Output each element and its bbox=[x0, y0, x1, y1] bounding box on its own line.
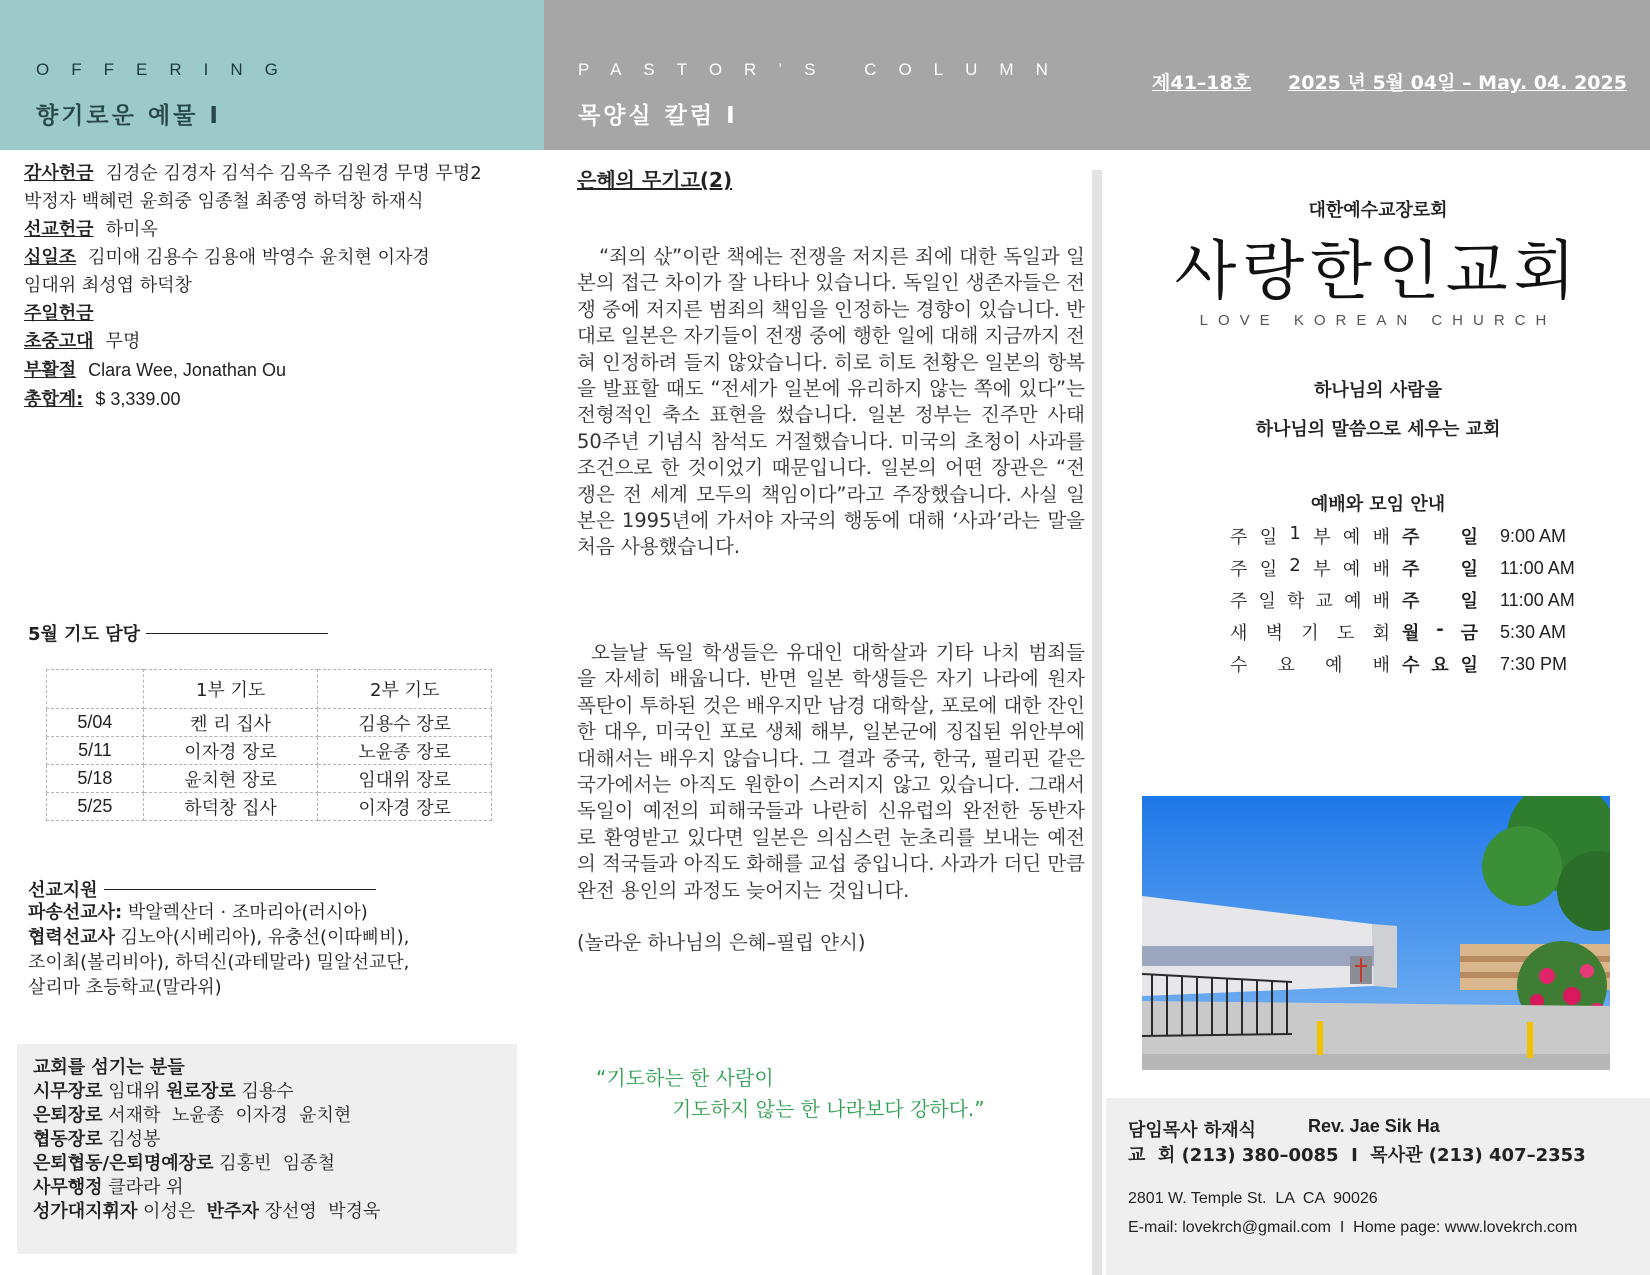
offering-total-value: $ 3,339.00 bbox=[95, 389, 181, 409]
offering-line bbox=[24, 300, 482, 328]
offering-label: 부활절 bbox=[24, 360, 77, 381]
title-rule bbox=[146, 633, 328, 634]
service-name: 주 일 2 부 예 배 bbox=[1230, 555, 1390, 580]
offering-label: 주일헌금 bbox=[24, 303, 94, 324]
prayer-table bbox=[46, 669, 492, 821]
table-row bbox=[47, 709, 492, 737]
offering-names: 김경순 김경자 김석수 김옥주 김원경 무명 무명2 bbox=[105, 163, 482, 184]
pastor-name-en: Rev. Jae Sik Ha bbox=[1308, 1116, 1440, 1136]
date-cell: 5/25 bbox=[47, 793, 144, 821]
church-photo-illustration bbox=[1142, 796, 1610, 1070]
service-row bbox=[1230, 648, 1575, 680]
staff-role: 은퇴장로 bbox=[33, 1105, 103, 1126]
offering-label: 감사헌금 bbox=[24, 163, 94, 184]
staff-names: 서재학 노윤종 이자경 윤치현 bbox=[102, 1105, 352, 1126]
services-list bbox=[1230, 520, 1575, 680]
service-row bbox=[1230, 520, 1575, 552]
staff-names: 임대위 bbox=[102, 1081, 167, 1102]
offering-names: Clara Wee, Jonathan Ou bbox=[88, 360, 286, 380]
staff-line bbox=[33, 1104, 380, 1128]
table-row bbox=[47, 737, 492, 765]
mission-title bbox=[28, 876, 376, 902]
offering-names: 임대위 최성엽 하덕창 bbox=[24, 275, 192, 296]
offering-title-ko: 향기로운 예물 I bbox=[36, 103, 221, 129]
staff-role: 성가대지휘자 bbox=[33, 1201, 138, 1222]
second-service-cell: 김용수 장로 bbox=[318, 709, 492, 737]
service-name: 수 요 예 배 bbox=[1230, 655, 1390, 676]
offering-total-line bbox=[24, 385, 482, 414]
service-row bbox=[1230, 616, 1575, 648]
service-day: 주 일 bbox=[1402, 527, 1478, 548]
staff-role: 협동장로 bbox=[33, 1129, 103, 1150]
staff-role: 은퇴협동/은퇴명예장로 bbox=[33, 1153, 214, 1174]
offering-title-en: OFFERING bbox=[36, 60, 300, 79]
second-service-cell: 임대위 장로 bbox=[318, 765, 492, 793]
email-and-homepage: E-mail: lovekrch@gmail.com I Home page: www.lovekrch.com bbox=[1128, 1219, 1578, 1236]
offering-names: 김미애 김용수 김용애 박영수 윤치현 이자경 bbox=[88, 247, 430, 268]
service-name: 주 일 1 부 예 배 bbox=[1230, 523, 1390, 548]
prayer-table-header bbox=[47, 670, 492, 709]
date-cell: 5/04 bbox=[47, 709, 144, 737]
offering-line bbox=[24, 356, 482, 385]
staff-line bbox=[33, 1200, 380, 1224]
offering-line bbox=[24, 244, 482, 272]
staff-names: 김성봉 bbox=[102, 1129, 161, 1150]
denomination: 대한예수교장로회 bbox=[1308, 200, 1448, 221]
column-paragraph-1: “죄의 삯”이란 책에는 전쟁을 저지른 죄에 대한 독일과 일본의 접근 차이가 잘 나타나 있습니다. 독일인 생존자들은 전쟁 중에 저지른 범죄의 책임을 인정하는 경향이 있습니다. 반대로 일본은 자기들이 전쟁 중에 행한 일에 대해 지금까지 전혀 인정하려 들지 않았습니다. 히로 히토 천황은 일본의 항복을 발표할 때도 “전세가 일본에 유리하지 않는 쪽에 있다”는 전형적인 축소 표현을 썼습니다. 일본 정부는 진주만 사태 50주년 기념식 참석도 거절했습니다. 미국의 초청이 사과를 조건으로 한 것이었기 때문입니다. 일본의 어떤 장관은 “전쟁은 전 세계 모두의 책임이다”라고 주장했습니다. 사실 일본은 1995년에 가서야 자국의 행동에 대해 ‘사과’라는 말을 처음 사용했습니다. bbox=[577, 245, 1085, 559]
motto-line-1: 하나님의 사람을 bbox=[1314, 380, 1442, 401]
offering-line bbox=[24, 328, 482, 356]
mission-label: 파송선교사: bbox=[28, 902, 123, 923]
prayer-title-text: 5월 기도 담당 bbox=[28, 624, 140, 645]
staff-names: 김홍빈 임종철 bbox=[213, 1153, 335, 1174]
first-service-cell: 윤치현 장로 bbox=[143, 765, 318, 793]
mission-text: 김노아(시베리아), 유충선(이따삐비), bbox=[114, 927, 410, 948]
staff-names: 김용수 bbox=[235, 1081, 294, 1102]
staff-names: 클라라 위 bbox=[102, 1177, 184, 1198]
second-service-cell: 노윤종 장로 bbox=[318, 737, 492, 765]
offering-total-label: 총합계: bbox=[24, 389, 84, 410]
church-address: 2801 W. Temple St. LA CA 90026 bbox=[1128, 1190, 1378, 1207]
offering-label: 십일조 bbox=[24, 247, 77, 268]
staff-names: 이성은 bbox=[137, 1201, 207, 1222]
mission-label: 협력선교사 bbox=[28, 927, 115, 948]
offering-names: 박정자 백혜련 윤희중 임종철 최종영 하덕창 하재식 bbox=[24, 191, 424, 212]
staff-title: 교회를 섬기는 분들 bbox=[33, 1057, 185, 1078]
second-service-cell: 이자경 장로 bbox=[318, 793, 492, 821]
offering-line bbox=[24, 272, 482, 300]
column-article-title: 은혜의 무기고(2) bbox=[577, 168, 733, 192]
header-cell bbox=[47, 670, 144, 709]
table-row bbox=[47, 793, 492, 821]
column-divider bbox=[1092, 170, 1102, 1275]
first-service-cell: 이자경 장로 bbox=[143, 737, 318, 765]
staff-line bbox=[33, 1080, 380, 1104]
prayer-quote-line-1: “기도하는 한 사람이 bbox=[596, 1066, 774, 1090]
mission-text: 박알렉산더 · 조마리아(러시아) bbox=[122, 902, 368, 923]
issue-date: 2025 년 5월 04일 – May. 04. 2025 bbox=[1288, 72, 1627, 94]
staff-line bbox=[33, 1128, 380, 1152]
church-building-photo bbox=[1142, 796, 1610, 1070]
service-day: 주 일 bbox=[1402, 591, 1478, 612]
header-cell: 1부 기도 bbox=[143, 670, 318, 709]
pastor-name-ko: 담임목사 하재식 bbox=[1128, 1120, 1256, 1141]
offering-list bbox=[24, 160, 482, 414]
header-cell: 2부 기도 bbox=[318, 670, 492, 709]
service-time: 7:30 PM bbox=[1500, 653, 1568, 674]
offering-label: 선교헌금 bbox=[24, 219, 94, 240]
service-time: 9:00 AM bbox=[1500, 525, 1567, 546]
offering-line bbox=[24, 188, 482, 216]
title-rule bbox=[104, 889, 376, 890]
service-day: 수 요 일 bbox=[1402, 655, 1478, 676]
offering-names: 무명 bbox=[105, 331, 141, 352]
staff-names: 장선영 박경욱 bbox=[258, 1201, 381, 1222]
staff-line bbox=[33, 1176, 380, 1200]
table-row bbox=[47, 765, 492, 793]
church-name: 사랑한인교회 bbox=[1174, 235, 1582, 309]
mission-line: 조이최(볼리비아), 하덕신(과테말라) 밀알선교단, bbox=[28, 952, 410, 973]
mission-line bbox=[28, 900, 409, 925]
service-name: 주 일 학 교 예 배 bbox=[1230, 591, 1390, 612]
motto-line-2: 하나님의 말씀으로 세우는 교회 bbox=[1255, 419, 1501, 440]
column-title-ko: 목양실 칼럼 I bbox=[578, 103, 738, 129]
service-row bbox=[1230, 552, 1575, 584]
service-day: 주 일 bbox=[1402, 559, 1478, 580]
prayer-quote-line-2: 기도하지 않는 한 나라보다 강하다.” bbox=[672, 1097, 985, 1121]
first-service-cell: 하덕창 집사 bbox=[143, 793, 318, 821]
staff-role: 원로장로 bbox=[166, 1081, 236, 1102]
staff-role: 사무행정 bbox=[33, 1177, 103, 1198]
mission-line bbox=[28, 925, 409, 950]
date-cell: 5/11 bbox=[47, 737, 144, 765]
service-time: 11:00 AM bbox=[1500, 557, 1575, 578]
service-time: 5:30 AM bbox=[1500, 621, 1567, 642]
staff-line bbox=[33, 1152, 380, 1176]
service-row bbox=[1230, 584, 1575, 616]
service-name: 새 벽 기 도 회 bbox=[1230, 623, 1390, 644]
offering-names: 하미옥 bbox=[105, 219, 158, 240]
mission-title-text: 선교지원 bbox=[28, 880, 98, 901]
mission-list bbox=[28, 900, 409, 1000]
services-title: 예배와 모임 안내 bbox=[1310, 494, 1446, 515]
first-service-cell: 켄 리 집사 bbox=[143, 709, 318, 737]
column-title-en: PASTOR’S COLUMN bbox=[578, 60, 1070, 79]
issue-number: 제41–18호 bbox=[1152, 72, 1252, 94]
phone-numbers: 교 회 (213) 380–0085 I 목사관 (213) 407–2353 bbox=[1128, 1145, 1586, 1166]
mission-line: 살리마 초등학교(말라위) bbox=[28, 977, 222, 998]
offering-label: 초중고대 bbox=[24, 331, 94, 352]
service-time: 11:00 AM bbox=[1500, 589, 1575, 610]
prayer-schedule-title bbox=[28, 620, 328, 646]
offering-line bbox=[24, 216, 482, 244]
column-source: (놀라운 하나님의 은혜–필립 얀시) bbox=[577, 931, 866, 954]
staff-role: 시무장로 bbox=[33, 1081, 103, 1102]
staff-role: 반주자 bbox=[206, 1201, 259, 1222]
offering-line bbox=[24, 160, 482, 188]
date-cell: 5/18 bbox=[47, 765, 144, 793]
service-day: 월 - 금 bbox=[1402, 619, 1478, 644]
church-name-en: LOVE KOREAN CHURCH bbox=[1199, 312, 1557, 329]
column-paragraph-2: 오늘날 독일 학생들은 유대인 대학살과 기타 나치 범죄들을 자세히 배웁니다. 반면 일본 학생들은 자기 나라에 원자 폭탄이 투하된 것은 배우지만 남경 대학살, 포로에 대한 잔인한 대우, 미국인 포로 생체 해부, 일본군에 징집된 위안부에 대해서는 배우지 않습니다. 그 결과 중국, 한국, 필리핀 같은 국가에서는 아직도 원한이 스러지지 않고 있습니다. 그래서 독일이 예전의 피해국들과 나란히 신유럽의 완전한 동반자로 환영받고 있다면 일본은 의심스런 눈초리를 보내는 예전의 적국들과 아직도 화해를 교섭 중입니다. 사과가 더딘 만큼 완전 용인의 과정도 늦어지는 것입니다. bbox=[577, 641, 1085, 902]
staff-list bbox=[33, 1056, 380, 1224]
